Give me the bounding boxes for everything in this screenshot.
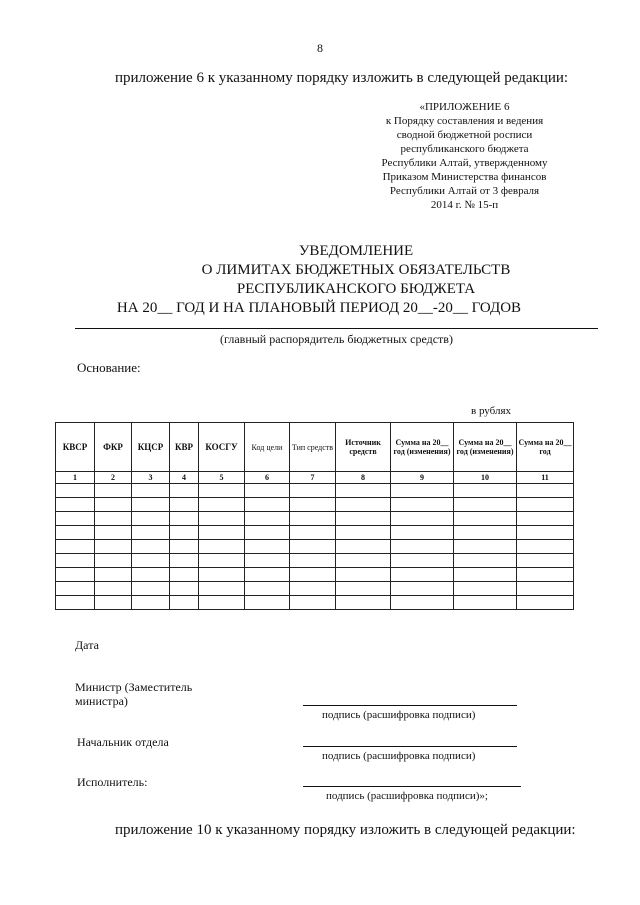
intro-text: приложение 6 к указанному порядку изложить в следующей редакции: bbox=[115, 70, 569, 86]
header-funds-source: Источник средств bbox=[336, 423, 391, 472]
table-row bbox=[56, 526, 574, 540]
table-row bbox=[56, 484, 574, 498]
signature-line-minister bbox=[303, 705, 517, 706]
signature-line-executor bbox=[303, 786, 521, 787]
distributor-caption: (главный распорядитель бюджетных средств) bbox=[220, 332, 453, 346]
header-funds-type: Тип средств bbox=[290, 423, 336, 472]
column-number: 9 bbox=[391, 472, 454, 484]
signature-caption-minister: подпись (расшифровка подписи) bbox=[322, 709, 476, 721]
annex-line: к Порядку составления и ведения bbox=[385, 115, 544, 127]
annex-line: Республики Алтай, утвержденному bbox=[381, 157, 548, 169]
column-number: 2 bbox=[95, 472, 132, 484]
table-row bbox=[56, 512, 574, 526]
signature-line-department-head bbox=[303, 746, 517, 747]
column-number: 10 bbox=[454, 472, 517, 484]
annex-line: республиканского бюджета bbox=[400, 143, 529, 155]
page-number: 8 bbox=[317, 41, 323, 55]
header-kosgu: КОСГУ bbox=[199, 423, 245, 472]
signature-role-minister: Министр (Заместитель министра) bbox=[75, 680, 193, 708]
header-fkr: ФКР bbox=[95, 423, 132, 472]
table-row bbox=[56, 498, 574, 512]
document-title bbox=[0, 242, 640, 318]
date-label: Дата bbox=[75, 638, 99, 652]
title-line: О ЛИМИТАХ БЮДЖЕТНЫХ ОБЯЗАТЕЛЬСТВ bbox=[201, 262, 511, 278]
table-row bbox=[56, 582, 574, 596]
table-row bbox=[56, 596, 574, 610]
signature-role-executor: Исполнитель: bbox=[77, 775, 148, 789]
header-kcsr: КЦСР bbox=[132, 423, 170, 472]
header-sum-year-1: Сумма на 20__ год (изменения) bbox=[391, 423, 454, 472]
header-kvsr: КВСР bbox=[56, 423, 95, 472]
table-row bbox=[56, 554, 574, 568]
budget-table bbox=[55, 422, 574, 610]
column-number: 6 bbox=[245, 472, 290, 484]
table-row bbox=[56, 540, 574, 554]
annex-line: 2014 г. № 15-п bbox=[430, 199, 499, 211]
outro-text: приложение 10 к указанному порядку изложить в следующей редакции: bbox=[115, 822, 576, 838]
column-number: 4 bbox=[170, 472, 199, 484]
header-sum-year-2: Сумма на 20__ год (изменения) bbox=[454, 423, 517, 472]
signature-role-department-head: Начальник отдела bbox=[77, 735, 169, 749]
annex-line: «ПРИЛОЖЕНИЕ 6 bbox=[419, 101, 510, 113]
column-number-row bbox=[56, 472, 574, 484]
signature-caption-executor: подпись (расшифровка подписи)»; bbox=[326, 790, 488, 802]
annex-line: сводной бюджетной росписи bbox=[396, 129, 533, 141]
column-number: 1 bbox=[56, 472, 95, 484]
table-row bbox=[56, 568, 574, 582]
title-line: НА 20__ ГОД И НА ПЛАНОВЫЙ ПЕРИОД 20__-20__ ГОДОВ bbox=[116, 300, 522, 316]
column-number: 7 bbox=[290, 472, 336, 484]
column-number: 11 bbox=[517, 472, 574, 484]
column-number: 3 bbox=[132, 472, 170, 484]
header-kvr: КВР bbox=[170, 423, 199, 472]
signature-caption-department-head: подпись (расшифровка подписи) bbox=[322, 750, 476, 762]
annex-line: Республики Алтай от 3 февраля bbox=[389, 185, 540, 197]
annex-header bbox=[362, 100, 567, 212]
table-header-row bbox=[56, 423, 574, 472]
basis-label: Основание: bbox=[77, 360, 141, 375]
annex-line: Приказом Министерства финансов bbox=[382, 171, 547, 183]
units-label: в рублях bbox=[471, 405, 512, 417]
header-goal-code: Код цели bbox=[245, 423, 290, 472]
column-number: 8 bbox=[336, 472, 391, 484]
title-line: УВЕДОМЛЕНИЕ bbox=[298, 243, 414, 259]
column-number: 5 bbox=[199, 472, 245, 484]
distributor-underline bbox=[75, 328, 598, 329]
title-line: РЕСПУБЛИКАНСКОГО БЮДЖЕТА bbox=[236, 281, 476, 297]
header-sum-year-3: Сумма на 20__ год bbox=[517, 423, 574, 472]
